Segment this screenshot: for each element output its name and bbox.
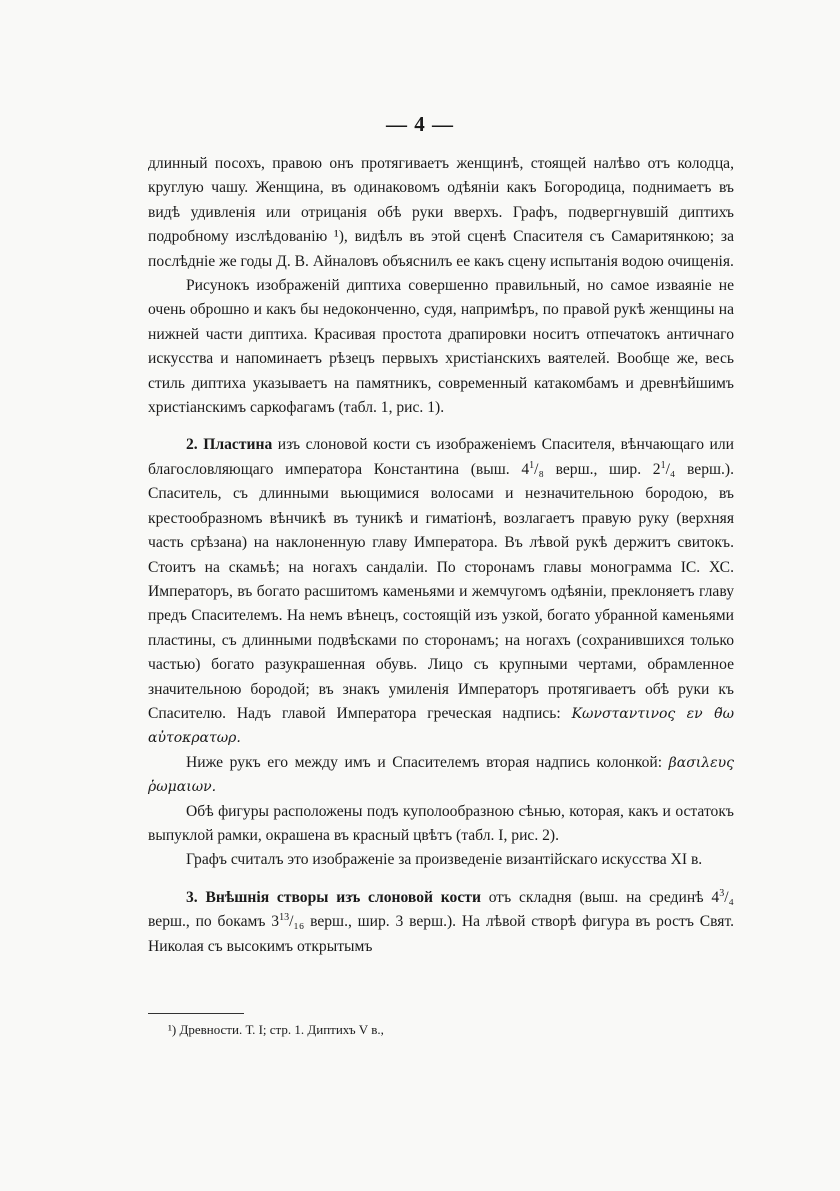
section-3-text-a: отъ складня (выш. на срединѣ 4 <box>480 888 720 906</box>
paragraph-4-text: Ниже рукъ его между имъ и Спасителемъ вторая надпись колонкой: <box>186 753 669 771</box>
section-3-text-b: /₄ верш., по бокамъ 3 <box>148 888 734 931</box>
fraction-numerator: 1 <box>529 459 535 471</box>
section-2-text-c: /₄ верш.). Спаситель, съ длинными вьющимися волосами и незначительною бородою, въ крестообразномъ вѣнчикѣ въ туникѣ и гиматіонѣ, возлагаетъ правую руку (верхняя часть срѣзана) на наклоненную главу Императора. Въ лѣвой рукѣ держитъ свитокъ. Стоитъ на скамьѣ; на ногахъ сандаліи. По сторонамъ главы монограмма ІС. ХС. Императоръ, въ богато расшитомъ каменьями и жемчугомъ одѣяніи, преклоняетъ главу предъ Спасителемъ. На немъ вѣнецъ, состоящій изъ узкой, богато убранной каменьями пластины, съ длинными подвѣсками по сторонамъ; на ногахъ (сохранившихся только частью) богато разукрашенная обувь. Лицо съ крупными чертами, обрамленное значительною бородой; въ знакъ умиленія Императоръ протягиваетъ обѣ руки къ Спасителю. Надъ главой Императора греческая надпись: <box>148 460 735 722</box>
section-heading-2: 2. Пластина <box>186 436 273 454</box>
fraction-numerator: 1 <box>660 459 666 471</box>
fraction-numerator: 13 <box>279 912 290 924</box>
fraction-numerator: 3 <box>719 887 725 899</box>
paragraph-section-3 <box>148 886 734 959</box>
footnote <box>168 1021 384 1039</box>
paragraph-2: Рисунокъ изображеній диптиха совершенно правильный, но самое изваяніе не очень оброшно и какъ бы недоконченно, судя, напримѣръ, по правой рукѣ женщины на нижней части диптиха. Красивая простота драпировки носитъ отпечатокъ античнаго искусства и напоминаетъ рѣзецъ первыхъ христіанскихъ ваятелей. Вообще же, весь стиль диптиха указываетъ на памятникъ, современный катакомбамъ и древнѣйшимъ христіанскимъ саркофагамъ (табл. 1, рис. 1). <box>148 277 734 417</box>
section-3-text-c: /₁₆ верш., шир. 3 верш.). На лѣвой створѣ фигура въ ростъ Свят. Николая съ высокимъ открытымъ <box>148 913 735 955</box>
paragraph-5: Обѣ фигуры расположены подъ куполообразною сѣнью, которая, какъ и остатокъ выпуклой рамки, окрашена въ красный цвѣтъ (табл. I, рис. 2). <box>148 802 734 844</box>
section-2-text-a: изъ слоновой кости съ изображеніемъ Спасителя, вѣнчающаго или благословляющаго императора Константина (выш. 4 <box>148 436 734 478</box>
section-2-text-b: /₈ верш., шир. 2 <box>534 460 661 478</box>
footnote-marker: ¹) <box>168 1022 177 1037</box>
paragraph-4 <box>148 751 734 800</box>
greek-inscription-2: βασιλευς ῥωμαιων. <box>148 754 734 796</box>
page-number: — 4 — <box>386 112 454 136</box>
greek-inscription-1: Κωνσταντινος εν θ̃ω αὐτοκρατωρ. <box>148 705 734 747</box>
paragraph-6: Графъ считалъ это изображеніе за произведеніе византійскаго искусства XI в. <box>186 851 703 869</box>
paragraph-1: длинный посохъ, правою онъ протягиваетъ женщинѣ, стоящей налѣво отъ колодца, круглую чашу. Женщина, въ одинаковомъ одѣяніи какъ Богородица, поднимаетъ въ видѣ удивленія или отрицанія обѣ руки вверхъ. Графъ, подвергнувшій диптихъ подробному изслѣдованію ¹), видѣлъ въ этой сценѣ Спасителя съ Самаритянкою; за послѣдніе же годы Д. В. Айналовъ объяснилъ ее какъ сцену испытанія водою очищенія. <box>148 155 734 270</box>
body-text <box>148 152 734 959</box>
footnote-text: Древности. Т. I; стр. 1. Диптихъ V в., <box>179 1022 384 1037</box>
footnote-divider <box>148 1013 244 1014</box>
section-heading-3: 3. Внѣшнія створы изъ слоновой кости <box>186 888 481 906</box>
paragraph-section-2 <box>148 433 734 750</box>
